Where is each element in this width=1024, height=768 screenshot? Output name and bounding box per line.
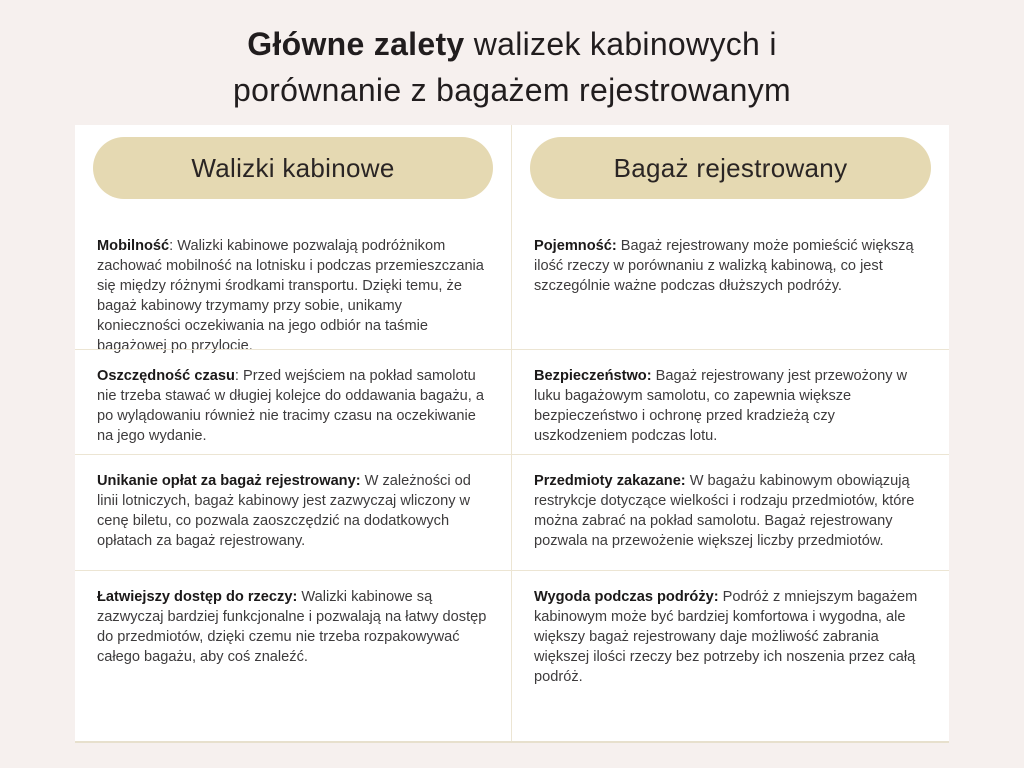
table-cell-avoid-fees [75,454,512,570]
table-cell-safety [512,349,949,454]
cell-body: W zależności od linii lotniczych, bagaż kabinowy jest zazwyczaj wliczony w cenę biletu, co pozwala zaoszczędzić na dodatkowych opłatach za bagaż rejestrowany. [97,473,471,549]
header-cell-cabin [75,125,512,220]
page-title-bold: Główne zalety [247,26,465,62]
cell-lead: Mobilność [97,238,170,254]
cell-body: W bagażu kabinowym obowiązują restrykcje dotyczące wielkości i rodzaju przedmiotów, które można zabrać na pokład samolotu. Bagaż rejestrowany pozwala na przewożenie większej liczby przedmiotów. [534,473,915,549]
table-cell-easy-access [75,570,512,741]
table-cell-time-saving [75,349,512,454]
column-header-checked-badge [530,137,931,199]
cell-lead: Przedmioty zakazane: [534,473,686,489]
cell-body: Podróż z mniejszym bagażem kabinowym może być bardziej komfortowa i wygodna, ale większy bagaż rejestrowany daje możliwość zabrania większej ilości rzeczy bez potrzeby ich noszenia przez całą podróż. [534,589,918,685]
cell-body: Walizki kabinowe są zazwyczaj bardziej funkcjonalne i pozwalają na łatwy dostęp do przedmiotów, dzięki czemu nie trzeba rozpakowywać całego bagażu, aby coś znaleźć. [97,589,487,665]
cell-lead: Bezpieczeństwo: [534,368,652,384]
comparison-table [75,125,949,741]
column-header-cabin-label: Walizki kabinowe [191,152,395,183]
cell-body: Bagaż rejestrowany może pomieścić większą ilość rzeczy w porównaniu z walizką kabinową, co jest szczególnie ważne podczas dłuższych podróży. [534,238,914,294]
page-title [62,0,962,113]
table-cell-capacity [512,220,949,349]
page-title-rest: walizek kabinowych i [464,26,777,62]
cell-lead: Łatwiejszy dostęp do rzeczy: [97,589,298,605]
cell-lead: Oszczędność czasu [97,368,235,384]
cell-lead: Wygoda podczas podróży: [534,589,719,605]
cell-body: : Walizki kabinowe pozwalają podróżnikom zachować mobilność na lotnisku i podczas przemieszczania się między różnymi środkami transportu. Dzięki temu, że bagaż kabinowy trzymamy przy sobie, unikamy konieczności oczekiwania na jego odbiór na taśmie bagażowej po przylocie. [97,238,484,354]
page-title-line2: porównanie z bagażem rejestrowanym [232,72,792,108]
cell-lead: Unikanie opłat za bagaż rejestrowany: [97,473,361,489]
table-cell-travel-comfort [512,570,949,741]
comparison-panel [75,125,949,743]
cell-body: Bagaż rejestrowany jest przewożony w luku bagażowym samolotu, co zapewnia większe bezpieczeństwo i ochronę przed kradzieżą czy uszkodzeniem podczas lotu. [534,368,908,444]
table-cell-mobility [75,220,512,354]
header-cell-checked [512,125,949,220]
cell-body: : Przed wejściem na pokład samolotu nie trzeba stawać w długiej kolejce do oddawania bagażu, a po wylądowaniu również nie tracimy czasu na oczekiwanie na jego wydanie. [97,368,484,444]
table-cell-prohibited-items [512,454,949,570]
column-header-checked-label: Bagaż rejestrowany [613,152,848,183]
cell-lead: Pojemność: [534,238,617,254]
column-header-cabin-badge [93,137,493,199]
